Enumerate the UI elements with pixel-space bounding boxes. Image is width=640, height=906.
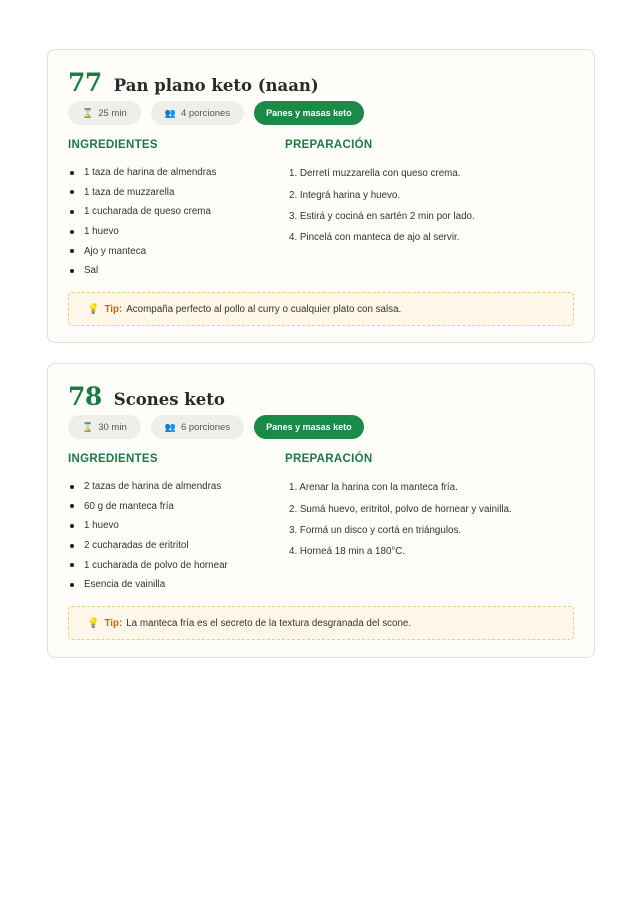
ingredient-item: 1 cucharada de queso crema: [68, 202, 216, 222]
ingredient-item: Esencia de vainilla: [68, 575, 228, 595]
step-item: 1. Derretí muzzarella con queso crema.: [289, 168, 461, 180]
preparation-steps: [289, 163, 475, 249]
tip-text: Acompaña perfecto al pollo al curry o cualquier plato con salsa.: [126, 303, 402, 315]
ingredients-heading: INGREDIENTES: [68, 453, 158, 465]
timer-icon: ⌛: [82, 107, 94, 118]
tip-label: Tip:: [104, 617, 123, 629]
recipe-meta: [68, 415, 374, 439]
ingredient-item: Ajo y manteca: [68, 241, 216, 261]
ingredients-list: [68, 163, 216, 281]
timer-icon: ⌛: [82, 421, 94, 432]
time-badge: [68, 415, 141, 439]
step-item: 1. Arenar la harina con la manteca fría.: [289, 482, 458, 494]
ingredients-list: [68, 477, 228, 595]
recipe-header: [68, 68, 319, 97]
lightbulb-icon: 💡: [87, 303, 100, 315]
preparation-steps: [289, 477, 512, 563]
step-item: 4. Horneá 18 min a 180°C.: [289, 546, 406, 558]
ingredients-heading: INGREDIENTES: [68, 139, 158, 151]
step-item: 3. Estirá y cociná en sartén 2 min por lado.: [289, 210, 475, 222]
ingredient-item: 1 cucharada de polvo de hornear: [68, 555, 228, 575]
ingredient-item: 2 cucharadas de eritritol: [68, 536, 228, 556]
tip-text: La manteca fría es el secreto de la textura desgranada del scone.: [126, 617, 412, 629]
time-value: 30 min: [98, 421, 127, 433]
ingredient-item: 1 taza de muzzarella: [68, 183, 216, 203]
servings-value: 6 porciones: [180, 421, 231, 433]
ingredient-item: 60 g de manteca fría: [68, 497, 228, 517]
time-value: 25 min: [98, 107, 127, 119]
servings-value: 4 porciones: [180, 107, 231, 119]
step-item: 2. Sumá huevo, eritritol, polvo de hornear y vainilla.: [289, 503, 512, 515]
ingredient-item: 1 huevo: [68, 222, 216, 242]
recipe-number: 78: [68, 382, 102, 411]
recipe-title: Scones keto: [113, 390, 225, 409]
ingredient-item: 1 taza de harina de almendras: [68, 163, 216, 183]
ingredient-item: Sal: [68, 261, 216, 281]
people-icon: 👥: [164, 107, 176, 118]
tip-box: [68, 606, 574, 640]
recipe-header: [68, 382, 225, 411]
recipe-title: Pan plano keto (naan): [113, 76, 319, 95]
time-badge: [68, 101, 141, 125]
step-item: 2. Integrá harina y huevo.: [289, 189, 401, 201]
step-item: 3. Formá un disco y cortá en triángulos.: [289, 524, 462, 536]
step-item: 4. Pincelá con manteca de ajo al servir.: [289, 232, 460, 244]
recipe-meta: [68, 101, 374, 125]
servings-badge: [151, 415, 244, 439]
tip-label: Tip:: [104, 303, 123, 315]
lightbulb-icon: 💡: [87, 617, 100, 629]
category-badge[interactable]: Panes y masas keto: [254, 101, 364, 125]
ingredient-item: 2 tazas de harina de almendras: [68, 477, 228, 497]
recipe-number: 77: [68, 68, 102, 97]
recipe-card: [47, 363, 595, 658]
preparation-heading: PREPARACIÓN: [285, 139, 373, 151]
category-badge[interactable]: Panes y masas keto: [254, 415, 364, 439]
ingredient-item: 1 huevo: [68, 516, 228, 536]
preparation-heading: PREPARACIÓN: [285, 453, 373, 465]
servings-badge: [151, 101, 244, 125]
people-icon: 👥: [164, 421, 176, 432]
tip-box: [68, 292, 574, 326]
recipe-card: [47, 49, 595, 343]
